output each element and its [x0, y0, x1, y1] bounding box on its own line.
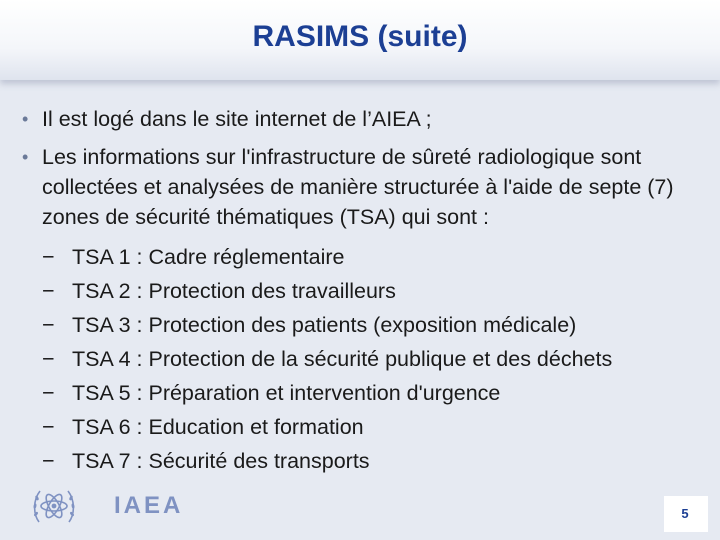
dash-icon: −	[42, 245, 55, 269]
dash-icon: −	[42, 313, 55, 337]
tsa-item	[22, 240, 702, 274]
tsa-item	[22, 444, 702, 478]
bullet-item	[22, 104, 702, 134]
dash-icon: −	[42, 381, 55, 405]
dash-icon: −	[42, 415, 55, 439]
tsa-text: TSA 4 : Protection de la sécurité publique et des déchets	[72, 347, 613, 371]
bullet-icon: •	[22, 109, 29, 129]
tsa-text: TSA 2 : Protection des travailleurs	[72, 279, 396, 303]
iaea-atom-laurel-icon	[30, 484, 78, 528]
dash-icon: −	[42, 347, 55, 371]
bullet-item	[22, 142, 702, 232]
tsa-text: TSA 5 : Préparation et intervention d'urgence	[72, 381, 501, 405]
tsa-text: TSA 3 : Protection des patients (exposition médicale)	[72, 313, 577, 337]
tsa-item	[22, 342, 702, 376]
tsa-text: TSA 6 : Education et formation	[72, 415, 364, 439]
tsa-item	[22, 410, 702, 444]
tsa-item	[22, 308, 702, 342]
dash-icon: −	[42, 449, 55, 473]
iaea-logo	[30, 484, 184, 528]
tsa-item	[22, 376, 702, 410]
slide-content	[22, 104, 702, 478]
bullet-text: Il est logé dans le site internet de l’AIEA ;	[42, 107, 432, 131]
tsa-text: TSA 7 : Sécurité des transports	[72, 449, 370, 473]
page-number: 5	[681, 506, 689, 521]
logo-text: IAEA	[114, 492, 184, 519]
slide-title: RASIMS (suite)	[252, 20, 468, 53]
dash-icon: −	[42, 279, 55, 303]
tsa-item	[22, 274, 702, 308]
tsa-text: TSA 1 : Cadre réglementaire	[72, 245, 345, 269]
bullet-text: Les informations sur l'infrastructure de sûreté radiologique sont collectées et analysées de manière structurée à l'aide de septe (7) zones de sécurité thématiques (TSA) qui sont :	[42, 145, 674, 229]
bullet-icon: •	[22, 147, 29, 167]
